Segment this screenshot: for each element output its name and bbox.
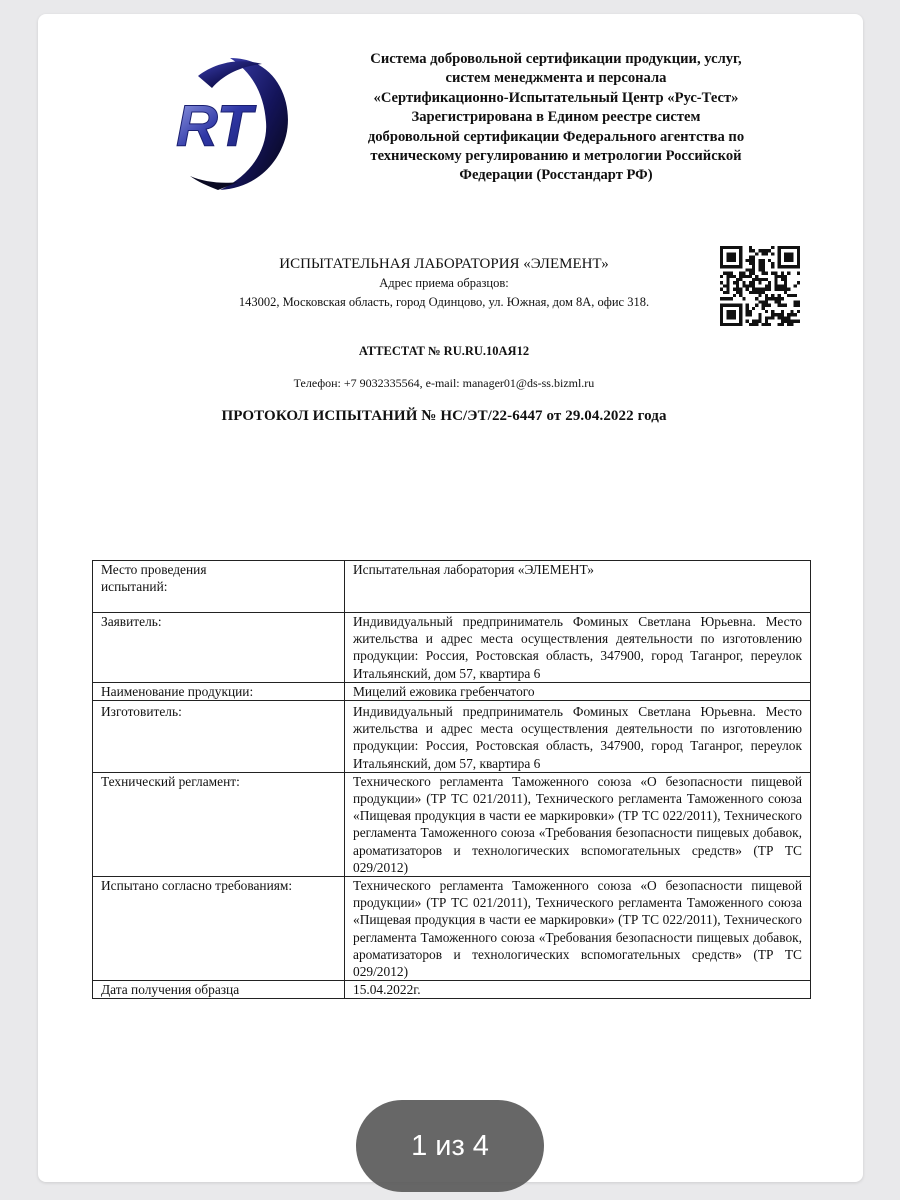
header-line: систем менеджмента и персонала	[445, 70, 667, 87]
table-row	[93, 613, 811, 683]
lab-address: 143002, Московская область, город Одинцово, ул. Южная, дом 8А, офис 318.	[238, 295, 650, 309]
table-row	[93, 561, 811, 613]
laboratory-info	[38, 254, 850, 312]
row-value: Испытательная лаборатория «ЭЛЕМЕНТ»	[345, 561, 811, 613]
certification-system-header	[328, 50, 784, 186]
table-row	[93, 701, 811, 773]
row-value: Индивидуальный предприниматель Фоминых Светлана Юрьевна. Место жительства и адрес места осуществления деятельности по изготовлению продукции: Россия, Ростовская область, 347900, город Таганрог, переулок Итальянский, дом 57, квартира 6	[345, 613, 811, 683]
table-row	[93, 682, 811, 700]
protocol-info-table	[92, 560, 811, 999]
page-counter: 1 из 4	[356, 1100, 544, 1192]
address-label: Адрес приема образцов:	[379, 276, 509, 290]
lab-name: ИСПЫТАТЕЛЬНАЯ ЛАБОРАТОРИЯ «ЭЛЕМЕНТ»	[279, 256, 609, 272]
row-key: Дата получения образца	[93, 981, 345, 999]
row-key: Наименование продукции:	[93, 682, 345, 700]
row-value: Индивидуальный предприниматель Фоминых Светлана Юрьевна. Место жительства и адрес места осуществления деятельности по изготовлению продукции: Россия, Ростовская область, 347900, город Таганрог, переулок Итальянский, дом 57, квартира 6	[345, 701, 811, 773]
header-line: Зарегистрирована в Едином реестре систем	[411, 109, 701, 126]
table-row	[93, 981, 811, 999]
header-line: «Сертификационно-Испытательный Центр «Рус-Тест»	[373, 89, 739, 106]
table-row	[93, 772, 811, 876]
row-key: Технический регламент:	[93, 772, 345, 876]
row-key: Заявитель:	[93, 613, 345, 683]
protocol-title: ПРОТОКОЛ ИСПЫТАНИЙ № НС/ЭТ/22-6447 от 29.04.2022 года	[221, 408, 667, 424]
row-key: Место проведения испытаний:	[93, 561, 345, 613]
header-line: Система добровольной сертификации продукции, услуг,	[370, 51, 742, 67]
logo-text: RT	[176, 94, 253, 159]
lab-contacts: Телефон: +7 9032335564, e-mail: manager01@ds-ss.bizml.ru	[293, 376, 595, 390]
row-value: Мицелий ежовика гребенчатого	[345, 682, 811, 700]
row-value: 15.04.2022г.	[345, 981, 811, 999]
row-key: Изготовитель:	[93, 701, 345, 773]
header-line: техническому регулированию и метрологии Российской	[370, 148, 742, 165]
attestat-number: АТТЕСТАТ № RU.RU.10АЯ12	[358, 344, 530, 358]
header-line: Федерации (Росстандарт РФ)	[459, 167, 653, 184]
header-line: добровольной сертификации Федерального агентства по	[367, 128, 745, 145]
table-row	[93, 877, 811, 981]
row-value: Технического регламента Таможенного союза «О безопасности пищевой продукции» (ТР ТС 021/2011), Технического регламента Таможенного союза «Пищевая продукция в части ее маркировки» (ТР ТС 022/2011), Технического регламента Таможенного союза «Требования безопасности пищевых добавок, ароматизаторов и технологических вспомогательных средств» (ТР ТС 029/2012)	[345, 772, 811, 876]
rus-test-logo	[168, 54, 298, 194]
document-page	[38, 14, 863, 1182]
row-key: Испытано согласно требованиям:	[93, 877, 345, 981]
row-value: Технического регламента Таможенного союза «О безопасности пищевой продукции» (ТР ТС 021/2011), Технического регламента Таможенного союза «Пищевая продукция в части ее маркировки» (ТР ТС 022/2011), Технического регламента Таможенного союза «Требования безопасности пищевых добавок, ароматизаторов и технологических вспомогательных средств» (ТР ТС 029/2012)	[345, 877, 811, 981]
